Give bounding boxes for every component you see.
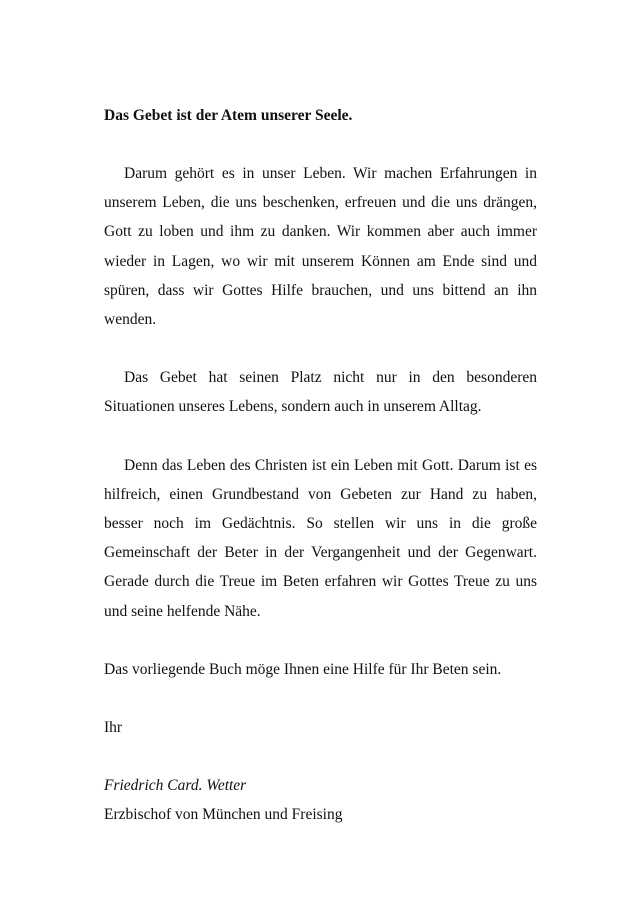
spacer xyxy=(104,334,537,363)
paragraph-4: Das vorliegende Buch möge Ihnen eine Hilfe für Ihr Beten sein. xyxy=(104,660,502,678)
spacer xyxy=(104,742,537,771)
document-title: Das Gebet ist der Atem unserer Seele. xyxy=(104,107,353,124)
paragraph-1: Darum gehört es in unser Leben. Wir machen Erfahrungen in unserem Leben, die uns beschenken, erfreuen und die uns drängen, Gott zu loben und ihm zu danken. Wir kommen aber auch immer wieder in Lagen, wo wir mit unserem Können am Ende sind und spüren, dass wir Gottes Hilfe brauchen, und uns bittend an ihn wenden. xyxy=(104,165,537,329)
spacer xyxy=(104,422,537,451)
spacer xyxy=(104,684,537,713)
spacer xyxy=(104,130,537,159)
closing-line: Ihr xyxy=(104,719,123,737)
signature-role: Erzbischof von München und Freising xyxy=(104,806,343,824)
signature-name: Friedrich Card. Wetter xyxy=(104,777,247,795)
spacer xyxy=(104,626,537,655)
paragraph-2: Das Gebet hat seinen Platz nicht nur in den besonderen Situationen unseres Lebens, sondern auch in unserem Alltag. xyxy=(104,369,537,416)
paragraph-3: Denn das Leben des Christen ist ein Leben mit Gott. Darum ist es hilfreich, einen Grundbestand von Gebeten zur Hand zu haben, besser noch im Gedächtnis. So stellen wir uns in die große Gemeinschaft der Beter in der Vergangenheit und der Gegenwart. Gerade durch die Treue im Beten erfahren wir Gottes Treue zu uns und seine helfende Nähe. xyxy=(104,456,537,620)
document-body xyxy=(104,101,537,829)
